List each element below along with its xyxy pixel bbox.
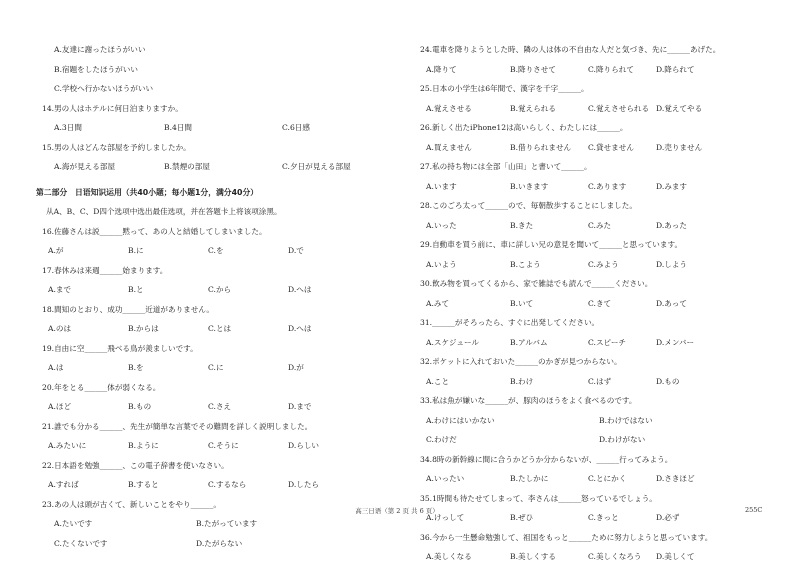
answer-option: D.が: [288, 363, 304, 372]
question-text: 30.飲み物を買ってくるから、家で雑誌でも読んで______ください。: [420, 279, 653, 288]
answer-option: B.美しくする: [510, 552, 556, 561]
answer-option: A.いよう: [426, 259, 457, 269]
answer-option: C.みた: [588, 220, 612, 230]
answer-option: C.夕日が見える部屋: [282, 162, 351, 171]
answer-option: D.美しくて: [656, 552, 695, 561]
answer-option: A.降りて: [426, 64, 457, 74]
question-text: 18.間知のとおり、成功______近道がありません。: [42, 304, 214, 314]
question-text: 15.男の人はどんな部屋を予約しましたか。: [42, 142, 191, 152]
answer-option: D.降られて: [656, 64, 695, 74]
answer-option: A.みたいに: [48, 441, 87, 450]
answer-options: [36, 241, 391, 261]
answer-options: [414, 138, 774, 158]
question-text: 16.佐藤さんは説______黙って、あの人と結婚してしまいました。: [42, 226, 267, 236]
answer-options: [36, 436, 391, 456]
answer-option: D.覚えてやる: [656, 103, 703, 113]
question-text: 23.あの人は頭が古くて、新しいことをやり______。: [42, 499, 221, 509]
answer-options: [414, 60, 774, 80]
answer-option: C.そうに: [208, 441, 239, 450]
question-text: 25.日本の小学生は6年間で、漢字を千字______。: [420, 84, 589, 93]
answer-option: D.たがらない: [196, 538, 243, 548]
answer-option: B.すると: [128, 480, 159, 489]
answer-option: C.から: [208, 285, 232, 294]
answer-option: B.いて: [510, 298, 534, 308]
answer-option: B.からは: [128, 324, 159, 333]
question-text: 34.8時の新幹線に間に合うかどうか分からないが、______行ってみよう。: [420, 454, 673, 464]
answer-option: B.覚えられる: [510, 103, 556, 113]
answer-option: C.6日感: [282, 123, 310, 132]
answer-option: C.スピーチ: [588, 337, 627, 347]
answer-option: D.で: [288, 246, 304, 255]
answer-option: A.友達に謝ったほうがいい: [54, 45, 146, 54]
answer-option: A.まで: [48, 285, 72, 294]
question-text: 14.男の人はホテルに何日泊まりますか。: [42, 103, 183, 113]
answer-option: C.きて: [588, 298, 612, 308]
answer-option: A.けっして: [426, 513, 465, 522]
answer-option: A.海が見える部屋: [54, 162, 116, 171]
question-text: 31.______がそろったら、すぐに出発してください。: [420, 318, 600, 327]
answer-option: C.さえ: [208, 402, 232, 411]
answer-option: A.のは: [48, 324, 72, 333]
answer-options: [414, 255, 774, 275]
answer-option: A.が: [48, 246, 64, 255]
answer-option: C.学校へ行かないほうがいい: [54, 84, 154, 93]
question-text: 26.新しく出たiPhone12は高いらしく、わたしには______。: [420, 123, 628, 132]
answer-option: A.美しくなる: [426, 552, 472, 561]
answer-option: B.いきます: [510, 181, 549, 191]
answer-option: D.しよう: [656, 259, 688, 269]
answer-option: B.と: [128, 285, 144, 294]
answer-options: [36, 534, 391, 554]
answer-option: B.こよう: [510, 259, 541, 269]
answer-option: C.を: [208, 246, 224, 255]
answer-option: D.らしい: [288, 441, 320, 450]
answer-option: A.買えません: [426, 142, 472, 152]
answer-option: C.わけだ: [426, 435, 457, 444]
answer-option: A.3日間: [54, 123, 82, 132]
answer-option: B.借りられません: [510, 142, 572, 152]
answer-option: C.きっと: [588, 513, 619, 522]
answer-options: [36, 40, 391, 60]
answer-option: D.わけがない: [599, 435, 646, 444]
answer-option: B.ぜひ: [510, 513, 534, 522]
answer-options: [414, 99, 774, 119]
question-text: 28.このごろ太って______ので、毎朝散歩することにしました。: [420, 201, 637, 210]
answer-options: [36, 514, 391, 534]
answer-option: B.きた: [510, 220, 534, 230]
right-column: [414, 40, 774, 567]
answer-options: [36, 79, 391, 99]
answer-option: D.売りません: [656, 142, 703, 152]
answer-options: [414, 372, 774, 392]
answer-option: D.あった: [656, 220, 687, 230]
answer-option: A.スケジュール: [426, 337, 480, 347]
answer-option: C.はず: [588, 376, 612, 386]
answer-option: D.あって: [656, 298, 687, 308]
answer-option: D.へは: [288, 285, 312, 294]
answer-option: A.ほど: [48, 402, 72, 411]
answer-option: B.を: [128, 363, 144, 372]
answer-options: [414, 333, 774, 353]
page-footer: 高三日语（第 2 页 共 6 页）: [355, 507, 439, 515]
answer-option: B.たしかに: [510, 474, 549, 483]
answer-option: D.もの: [656, 376, 680, 386]
answer-option: D.さきほど: [656, 474, 695, 483]
question-text: 32.ポケットに入れておいた______のかぎが見つからない。: [420, 357, 622, 366]
answer-option: C.降りられて: [588, 64, 634, 74]
answer-option: C.みよう: [588, 259, 619, 269]
answer-option: A.覚えさせる: [426, 103, 472, 113]
answer-option: B.もの: [128, 402, 152, 411]
answer-option: A.たいです: [54, 519, 93, 528]
answer-option: D.メンバー: [656, 337, 695, 347]
answer-options: [414, 430, 774, 450]
paper-code: 255C: [745, 506, 763, 514]
answer-options: [36, 397, 391, 417]
answer-option: D.みます: [656, 181, 688, 191]
answer-option: C.美しくなろう: [588, 552, 642, 561]
answer-option: A.います: [426, 181, 457, 191]
answer-options: [36, 60, 391, 80]
answer-option: B.わけ: [510, 376, 534, 386]
left-column: [36, 40, 391, 553]
answer-options: [36, 157, 391, 177]
answer-options: [414, 411, 774, 431]
answer-option: B.わけではない: [599, 415, 653, 425]
answer-option: B.ように: [128, 441, 159, 450]
answer-option: C.貸せません: [588, 142, 634, 152]
answer-option: A.こと: [426, 376, 450, 386]
question-text: 33.私は魚が嫌いな______が、豚肉のほうをよく食べるのです。: [420, 396, 637, 405]
answer-options: [36, 280, 391, 300]
answer-option: D.必ず: [656, 513, 680, 522]
question-text: 20.年をとる______体が弱くなる。: [42, 382, 161, 392]
answer-option: A.いったい: [426, 474, 465, 483]
question-text: 17.春休みは来週______始まります。: [42, 265, 168, 275]
answer-option: D.まで: [288, 402, 312, 411]
answer-option: C.覚えさせられる: [588, 103, 650, 113]
question-text: 36.今から一生懸命勉強して、祖国をもっと______ために努力しようと思っています。: [420, 532, 713, 542]
answer-option: C.あります: [588, 181, 627, 191]
answer-option: B.宿題をしたほうがいい: [54, 64, 138, 74]
question-text: 29.自動車を買う前に、車に詳しい兄の意見を聞いて______と思っています。: [420, 240, 683, 249]
answer-option: B.降りさせて: [510, 64, 556, 74]
answer-option: B.たがっています: [196, 519, 258, 528]
answer-option: D.へは: [288, 324, 312, 333]
question-text: 19.自由に空______飛べる鳥が羨ましいです。: [42, 343, 198, 353]
answer-option: B.4日間: [164, 123, 193, 132]
answer-options: [36, 358, 391, 378]
question-text: 35.1時間も待たせてしまって、李さんは______怒っているでしょう。: [420, 493, 657, 503]
answer-option: A.いった: [426, 220, 457, 230]
answer-option: A.みて: [426, 298, 450, 308]
answer-options: [414, 177, 774, 197]
answer-options: [36, 118, 391, 138]
answer-option: A.わけにはいかない: [426, 415, 495, 425]
answer-option: A.は: [48, 363, 64, 372]
question-text: 22.日本語を勉強______、この電子辞書を使いなさい。: [42, 460, 229, 470]
answer-options: [414, 216, 774, 236]
section-instruction: 从A、B、C、D四个选项中选出最佳选项，并在答题卡上将该项涂黑。: [46, 207, 282, 216]
answer-option: B.アルバム: [510, 337, 548, 347]
answer-option: C.とにかく: [588, 474, 627, 483]
answer-options: [414, 294, 774, 314]
answer-options: [36, 319, 391, 339]
answer-option: C.とは: [208, 324, 232, 333]
section-heading: 第二部分 日语知识运用（共40小题；每小题1分，满分40分）: [36, 187, 259, 197]
answer-option: B.に: [128, 246, 144, 255]
answer-option: C.するなら: [208, 480, 247, 489]
answer-options: [36, 475, 391, 495]
question-text: 24.電車を降りようとした時、隣の人は体の不自由な人だと気づき、先に______あげた。: [420, 45, 721, 54]
answer-option: C.たくないです: [54, 538, 108, 548]
question-text: 27.私の持ち物には全部「山田」と書いて______。: [420, 162, 592, 171]
question-text: 21.誰でも分かる______、先生が簡単な言葉でその難問を詳しく説明しました。: [42, 421, 313, 431]
answer-options: [414, 469, 774, 489]
answer-option: B.禁煙の部屋: [164, 162, 210, 171]
answer-option: A.すれば: [48, 480, 79, 489]
answer-options: [414, 547, 774, 567]
answer-option: C.に: [208, 363, 224, 372]
answer-option: D.したら: [288, 480, 320, 489]
